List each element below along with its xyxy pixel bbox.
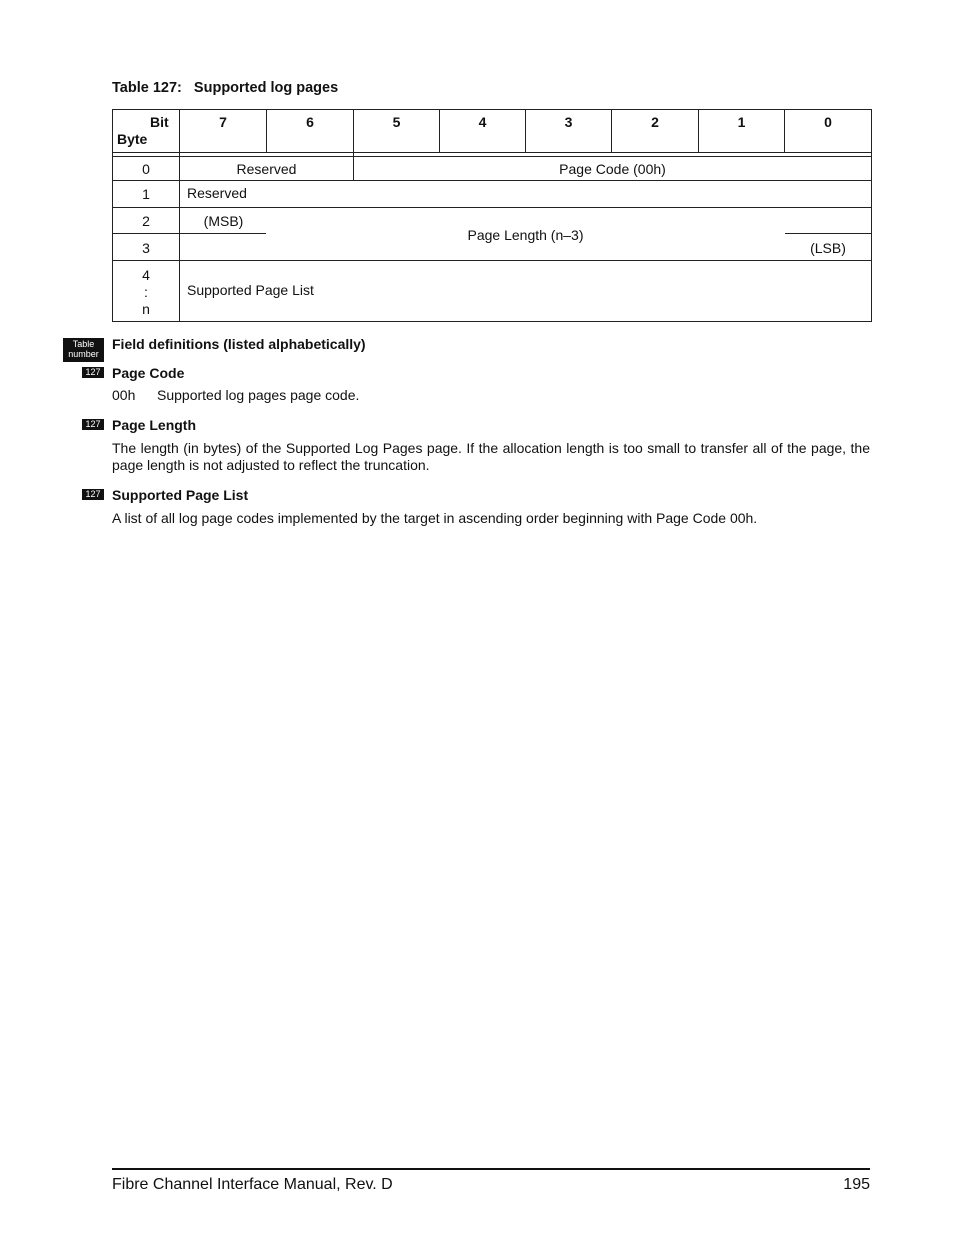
- byte-3-label: 3: [142, 240, 150, 256]
- page-length-heading: Page Length: [112, 417, 197, 433]
- page-length-field: Page Length (n–3): [467, 227, 584, 243]
- supported-page-list-heading: Supported Page List: [112, 487, 249, 503]
- bit-0-header: 0: [824, 114, 832, 130]
- bit-7-header: 7: [219, 114, 227, 130]
- row-rule: [113, 233, 179, 234]
- supported-page-list-description: A list of all log page codes implemented by the target in ascending order beginning with Page Code 00h.: [112, 510, 758, 526]
- bit-3-header: 3: [564, 114, 573, 130]
- lsb-marker: (LSB): [810, 240, 846, 256]
- byte-0-reserved: Reserved: [236, 161, 297, 177]
- supported-log-pages-table: [112, 109, 872, 322]
- bit-1-header: 1: [737, 114, 746, 130]
- header-rule: [113, 156, 871, 157]
- page-code-heading: Page Code: [112, 365, 185, 381]
- table-caption: Table 127: Supported log pages: [112, 80, 339, 96]
- table-number-badge: [63, 338, 104, 362]
- row-rule: [113, 260, 871, 261]
- byte-2-label: 2: [142, 213, 150, 229]
- footer-rule: [112, 1168, 870, 1170]
- page-code-description: Supported log pages page code.: [157, 387, 360, 403]
- byte-range-colon: :: [144, 284, 148, 300]
- table-number-badge-127: 127: [82, 367, 104, 378]
- byte-4-label: 4: [142, 267, 150, 283]
- field-definitions-heading: Field definitions (listed alphabetically): [112, 336, 366, 352]
- row-rule: [113, 207, 871, 208]
- page-code-field: Page Code (00h): [559, 161, 666, 177]
- footer-manual-title: Fibre Channel Interface Manual, Rev. D: [112, 1176, 393, 1193]
- bit-label: Bit: [150, 114, 169, 130]
- bit-4-header: 4: [478, 114, 487, 130]
- page-code-value: 00h: [112, 387, 136, 403]
- table-number-badge-127: 127: [82, 489, 104, 500]
- page-length-description: The length (in bytes) of the Supported Log Pages page. If the allocation length is too small to transfer all of the page, the page length is not adjusted to reflect the truncation.: [112, 440, 870, 473]
- supported-page-list-field: Supported Page List: [187, 282, 314, 298]
- bit-6-header: 6: [306, 114, 314, 130]
- bit-2-header: 2: [651, 114, 659, 130]
- badge-line-1: Table: [72, 339, 95, 349]
- badge-line-2: number: [68, 349, 99, 359]
- byte-n-label: n: [142, 301, 150, 317]
- header-rule: [113, 152, 871, 153]
- byte-1-reserved: Reserved: [187, 185, 247, 201]
- byte-label: Byte: [117, 131, 148, 147]
- row-rule: [113, 180, 871, 181]
- msb-marker: (MSB): [203, 213, 244, 229]
- byte-1-label: 1: [142, 186, 150, 202]
- page-number: 195: [843, 1176, 870, 1193]
- bit-5-header: 5: [392, 114, 401, 130]
- byte-0-label: 0: [142, 161, 150, 177]
- table-number-badge-127: 127: [82, 419, 104, 430]
